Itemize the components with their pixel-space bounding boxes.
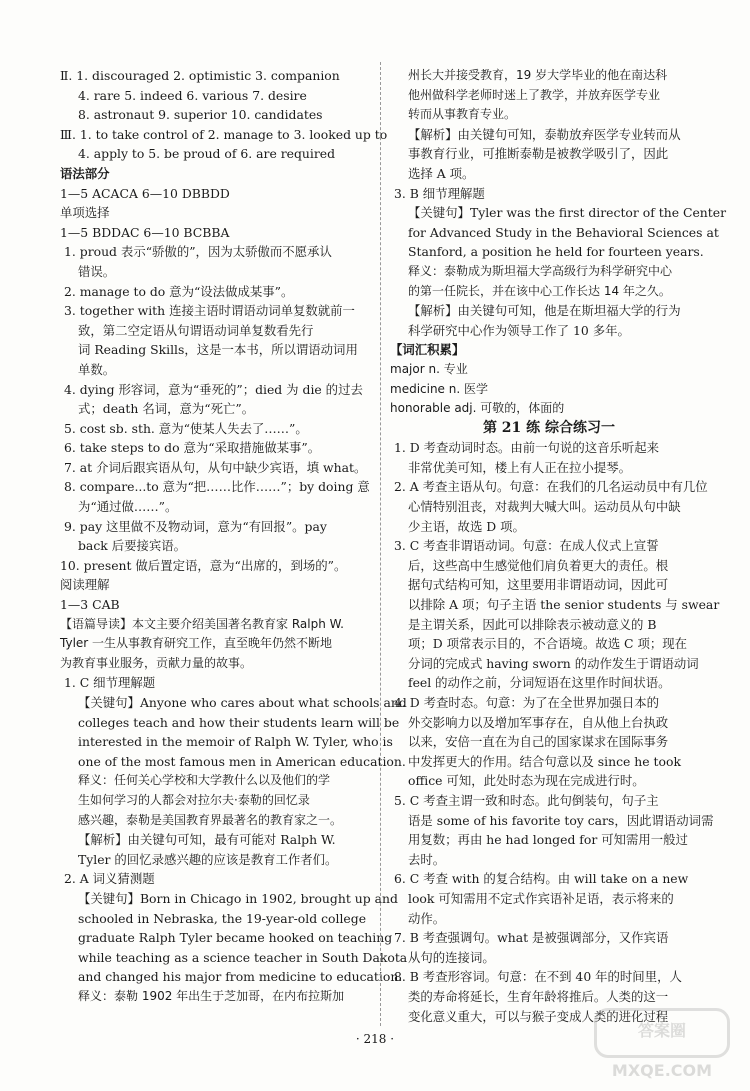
text-line: 据句式结构可知，这里要用非谓语动词，因此可 [408,577,669,593]
text-line: 2. A 词义猜测题 [64,871,155,887]
text-line: 1. D 考查动词时态。由前一句说的这音乐听起来 [394,440,660,456]
page-number: · 218 · [355,1032,395,1046]
text-line: and changed his major from medicine to education. [78,969,403,985]
right-column [390,66,726,1024]
text-line: 1. proud 表示“骄傲的”，因为太骄傲而不愿承认 [64,244,332,260]
watermark-logo: 答案圈 MXQE.COM [594,1008,730,1058]
text-line: 少主语，故选 D 项。 [408,518,525,534]
text-line: 3. together with 连接主语时谓语动词单复数就前一 [64,303,355,319]
text-line: while teaching as a science teacher in South Dakota [78,949,408,965]
text-line: 语是 some of his favorite toy cars，因此谓语动词需 [408,812,714,828]
text-line: graduate Ralph Tyler became hooked on teaching [78,930,393,946]
text-line: 变化意义重大，可以与猴子变成人类的进化过程 [408,1008,669,1024]
text-line: 州长大并接受教育，19 岁大学毕业的他在南达科 [408,68,668,82]
text-line: 非常优美可知，楼上有人正在拉小提琴。 [408,459,632,475]
text-line: 为“通过做……”。 [78,499,178,515]
text-line: one of the most famous men in American education. [78,753,406,769]
text-line: 词 Reading Skills，这是一本书，所以谓语动词用 [78,342,358,358]
text-line: 转而从事教育专业。 [408,107,517,122]
text-line: 7. B 考查强调句。what 是被强调部分，又作宾语 [394,930,669,946]
text-line: 【词汇积累】 [390,342,465,358]
left-column [60,66,408,1018]
text-line: Ⅱ. 1. discouraged 2. optimistic 3. companion [60,68,340,83]
text-line: 【解析】由关键句可知，最有可能对 Ralph W. [78,832,336,848]
text-line: 感兴趣，泰勒是美国教育界最著名的教育家之一。 [78,812,343,827]
text-line: 1—5 BDDAC 6—10 BCBBA [60,224,230,240]
text-line: 释义：泰勒 1902 年出生于芝加哥，在内布拉斯加 [78,988,345,1003]
text-line: schooled in Nebraska, the 19-year-old college [78,910,367,926]
text-line: 的第一任院长，并在该中心工作长达 14 年之久。 [408,283,671,298]
text-line: 类的寿命将延长，生育年龄将推后。人类的这一 [408,988,669,1004]
text-line: 4. dying 形容词，意为“垂死的”；died 为 die 的过去 [64,381,363,397]
text-line: 8. compare...to 意为“把……比作……”；by doing 意 [64,479,370,495]
text-line: 3. B 细节理解题 [394,185,485,201]
text-line: 6. C 考查 with 的复合结构。由 will take on a new [394,871,689,887]
text-line: 科学研究中心作为领导工作了 10 多年。 [408,322,630,338]
text-line: 致，第二空定语从句谓语动词单复数看先行 [78,322,314,338]
text-line: back 后要接宾语。 [78,538,187,554]
text-line: 1—3 CAB [60,597,120,613]
text-line: 6. take steps to do 意为“采取措施做某事”。 [64,440,321,456]
text-line: 以排除 A 项；句子主语 the senior students 与 swear [408,597,720,613]
text-line: 去时。 [408,851,446,867]
text-line: 单数。 [78,361,116,377]
text-line: colleges teach and how their students learn will be [78,714,400,730]
text-line: 3. C 考查非谓语动词。句意：在成人仪式上宣誓 [394,538,659,554]
text-line: medicine n. 医学 [390,381,488,396]
text-line: 为教育事业服务，贡献力量的故事。 [60,655,253,670]
text-line: office 可知，此处时态为现在完成进行时。 [408,773,645,789]
text-line: 第 21 练 综合练习一 [482,419,616,436]
text-line: Ⅲ. 1. to take control of 2. manage to 3. looked up to [60,126,388,142]
text-line: 分词的完成式 having sworn 的动作发生于谓语动词 [408,655,699,671]
text-line: 【关键句】Anyone who cares about what schools and [78,695,407,710]
text-line: 从句的连接词。 [408,949,495,965]
text-line: 后，这些高中生感觉他们肩负着更大的责任。根 [408,557,669,573]
text-line: 动作。 [408,910,446,926]
text-line: 外交影响力以及增加军事存在，自从他上台执政 [408,714,669,730]
text-line: 生如何学习的人都会对拉尔夫·泰勒的回忆录 [78,792,310,807]
text-line: 他州做科学老师时迷上了教学，并放弃医学专业 [408,87,661,102]
text-line: 语法部分 [60,165,110,181]
text-line: 【语篇导读】本文主要介绍美国著名教育家 Ralph W. [60,616,344,631]
text-line: 5. cost sb. sth. 意为“使某人失去了……”。 [64,420,308,436]
text-line: 1. C 细节理解题 [64,675,156,691]
text-line: 4. D 考查时态。句意：为了在全世界加强日本的 [394,695,660,710]
text-line: 用复数；再由 he had longed for 可知需用一般过 [408,832,688,848]
text-line: 【关键句】Born in Chicago in 1902, brought up and [78,890,398,906]
text-line: major n. 专业 [390,361,468,376]
text-line: 10. present 做后置定语，意为“出席的，到场的”。 [60,557,347,573]
text-line: 2. manage to do 意为“设法做成某事”。 [64,283,294,299]
column-divider [380,62,381,1026]
text-line: 是主谓关系，因此可以排除表示被动意义的 B [408,616,657,632]
text-line: look 可知需用不定式作宾语补足语，表示将来的 [408,890,674,906]
text-line: interested in the memoir of Ralph W. Tyler, who is [78,734,393,750]
text-line: Stanford, a position he held for fourteen years. [408,244,704,260]
text-line: 项；D 项常表示目的，不合语境。故选 C 项；现在 [408,636,688,652]
text-line: 【关键句】Tyler was the first director of the Center [408,205,726,221]
text-line: 心情特别沮丧，对裁判大喊大叫。运动员从句中缺 [408,499,681,515]
text-line: 9. pay 这里做不及物动词，意为“有回报”。pay [64,518,327,534]
text-line: 4. apply to 5. be proud of 6. are required [78,146,336,162]
text-line: 5. C 考查主谓一致和时态。此句倒装句，句子主 [394,792,659,808]
text-line: 中发挥更大的作用。结合句意以及 since he took [408,753,681,769]
text-line: feel 的动作之前，分词短语在这里作时间状语。 [408,675,671,691]
text-line: 以来，安倍一直在为自己的国家谋求在国际事务 [408,734,669,750]
text-line: Tyler 的回忆录感兴趣的应该是教育工作者们。 [78,851,338,867]
text-line: 8. astronaut 9. superior 10. candidates [78,107,323,123]
text-line: 选择 A 项。 [408,165,475,181]
text-line: 2. A 考查主语从句。句意：在我们的几名运动员中有几位 [394,479,708,495]
text-line: 式；death 名词，意为“死亡”。 [78,401,255,417]
text-line: 释义：泰勒成为斯坦福大学高级行为科学研究中心 [408,263,673,278]
text-line: 4. rare 5. indeed 6. various 7. desire [78,87,307,103]
text-line: 事教育行业，可推断泰勒是被教学吸引了，因此 [408,146,669,162]
text-line: 【解析】由关键句可知，他是在斯坦福大学的行为 [408,303,681,319]
text-line: 1—5 ACACA 6—10 DBBDD [60,185,230,201]
text-line: honorable adj. 可敬的，体面的 [390,401,565,416]
text-line: 错误。 [78,263,116,279]
text-line: Tyler 一生从事教育研究工作，直至晚年仍然不断地 [60,636,333,651]
text-line: 7. at 介词后跟宾语从句，从句中缺少宾语，填 what。 [64,459,367,475]
text-line: 阅读理解 [60,577,110,593]
text-line: for Advanced Study in the Behavioral Sciences at [408,224,719,240]
text-line: 【解析】由关键句可知，泰勒放弃医学专业转而从 [408,126,681,142]
text-line: 单项选择 [60,205,110,221]
text-line: 8. B 考查形容词。句意：在不到 40 年的时间里，人 [394,969,682,985]
text-line: 释义：任何关心学校和大学教什么以及他们的学 [78,773,331,788]
